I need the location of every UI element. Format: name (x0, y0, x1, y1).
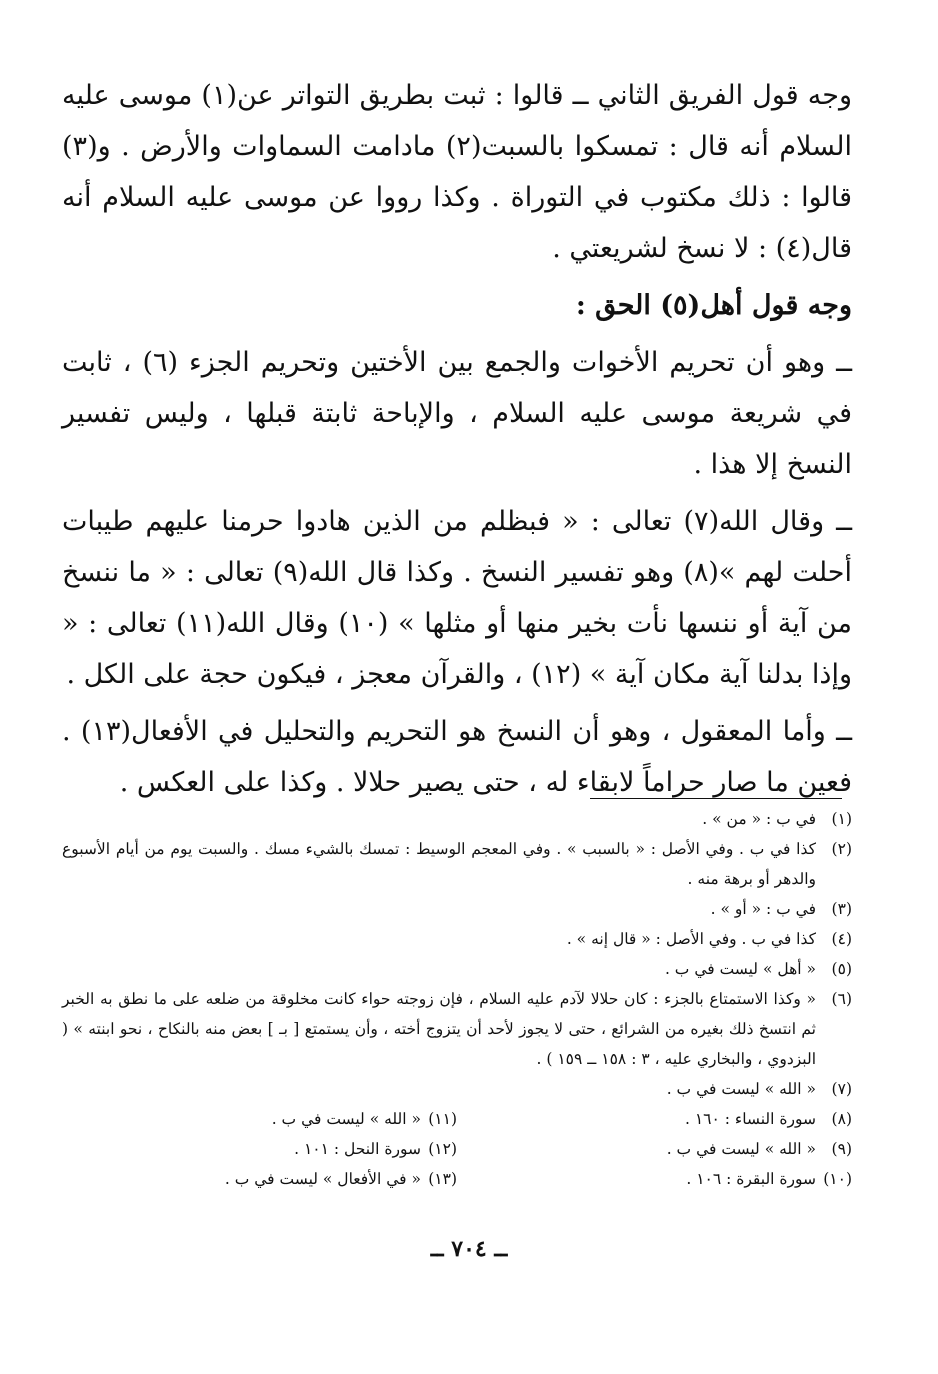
footnote-number: (٩) (831, 1140, 852, 1158)
footnote-7 (62, 1074, 852, 1104)
footnote-text: سورة النساء : ١٦٠ . (685, 1110, 816, 1128)
paragraph-reason: ــ وأما المعقول ، وهو أن النسخ هو التحريم والتحليل في الأفعال(١٣) . فعين ما صار حراماً لابقاء له ، حتى يصير حلالا . وكذا على العكس . (62, 716, 852, 798)
footnote-9 (457, 1134, 852, 1164)
footnote-row (62, 1104, 852, 1134)
footnote-row (62, 1164, 852, 1194)
footnote-text: سورة النحل : ١٠١ . (294, 1140, 421, 1158)
footnote-4 (62, 924, 852, 954)
footnote-2 (62, 834, 852, 894)
footnote-number: (٥) (831, 960, 852, 978)
footnote-text: كذا في ب . وفي الأصل : « بالسبب » . وفي المعجم الوسيط : تمسك بالشيء مسك . والسبت يوم من أيام الأسبوع والدهر أو برهة منه . (62, 840, 816, 888)
footnote-text: سورة البقرة : ١٠٦ . (686, 1170, 816, 1188)
footnote-number: (٢) (831, 840, 852, 858)
paragraph-quran-verses: ــ وقال الله(٧) تعالى : « فبظلم من الذين هادوا حرمنا عليهم طيبات أحلت لهم »(٨) وهو تفسير النسخ . وكذا قال الله(٩) تعالى : « ما ننسخ من آية أو ننسها نأت بخير منها أو مثلها » (١٠) وقال الله(١١) تعالى : « وإذا بدلنا آية مكان آية » (١٢) ، والقرآن معجز ، فيكون حجة على الكل . (62, 506, 853, 690)
footnotes (62, 804, 852, 1194)
footnote-11 (62, 1104, 457, 1134)
footnote-text: « أهل » ليست في ب . (664, 960, 816, 978)
footnote-text: في ب : « من » . (702, 810, 816, 828)
paragraph-prohibition: ــ وهو أن تحريم الأخوات والجمع بين الأختين وتحريم الجزء (٦) ، ثابت في شريعة موسى عليه السلام ، والإباحة ثابتة قبلها ، وليس تفسير النسخ إلا هذا . (62, 347, 852, 480)
main-text (62, 70, 852, 814)
footnote-6 (62, 984, 852, 1074)
footnote-number: (٤) (831, 930, 852, 948)
footnote-text: « الله » ليست في ب . (666, 1080, 816, 1098)
footnote-number: (١١) (428, 1110, 457, 1128)
footnote-number: (٨) (831, 1110, 852, 1128)
footnote-text: « الله » ليست في ب . (271, 1110, 421, 1128)
paragraph-second-group: وجه قول الفريق الثاني ــ قالوا : ثبت بطريق التواتر عن(١) موسى عليه السلام أنه قال : تمسكوا بالسبت(٢) مادامت السماوات والأرض . و(٣) قالوا : ذلك مكتوب في التوراة . وكذا رووا عن موسى عليه السلام أنه قال(٤) : لا نسخ لشريعتي . (62, 80, 852, 264)
footnote-number: (١) (831, 810, 852, 828)
footnote-number: (٣) (831, 900, 852, 918)
footnote-12 (62, 1134, 457, 1164)
footnote-number: (١٢) (428, 1140, 457, 1158)
footnote-row (62, 1134, 852, 1164)
footnote-13 (62, 1164, 457, 1194)
footnote-text: « في الأفعال » ليست في ب . (224, 1170, 421, 1188)
footnote-number: (٧) (831, 1080, 852, 1098)
footnote-number: (١٠) (823, 1170, 852, 1188)
footnote-number: (٦) (831, 990, 852, 1008)
footnote-3 (62, 894, 852, 924)
footnote-1 (62, 804, 852, 834)
footnote-text: كذا في ب . وفي الأصل : « قال إنه » . (566, 930, 816, 948)
footnote-8 (457, 1104, 852, 1134)
footnote-text: « الله » ليست في ب . (666, 1140, 816, 1158)
paragraph-heading-truth: وجه قول أهل(٥) الحق : (575, 290, 852, 321)
footnote-divider (590, 798, 842, 799)
page-number: ــ ٧٠٤ ــ (430, 1236, 508, 1262)
footnote-number: (١٣) (428, 1170, 457, 1188)
footnote-text: في ب : « أو » . (710, 900, 816, 918)
footnote-text: « وكذا الاستمتاع بالجزء : كان حلالا لآدم عليه السلام ، فإن زوجته حواء كانت مخلوقة من ضلعه على ما نطق به الخبر ثم انتسخ ذلك بغيره من الشرائع ، حتى لا يجوز لأحد أن يتزوج أخته ، وأن يستمتع [ بـ ] بعض منه بالنكاح ، نحو ابنته » ( البزدوي ، والبخاري عليه ، ٣ : ١٥٨ ــ ١٥٩ ) . (62, 990, 816, 1068)
footnote-5 (62, 954, 852, 984)
footnote-10 (457, 1164, 852, 1194)
